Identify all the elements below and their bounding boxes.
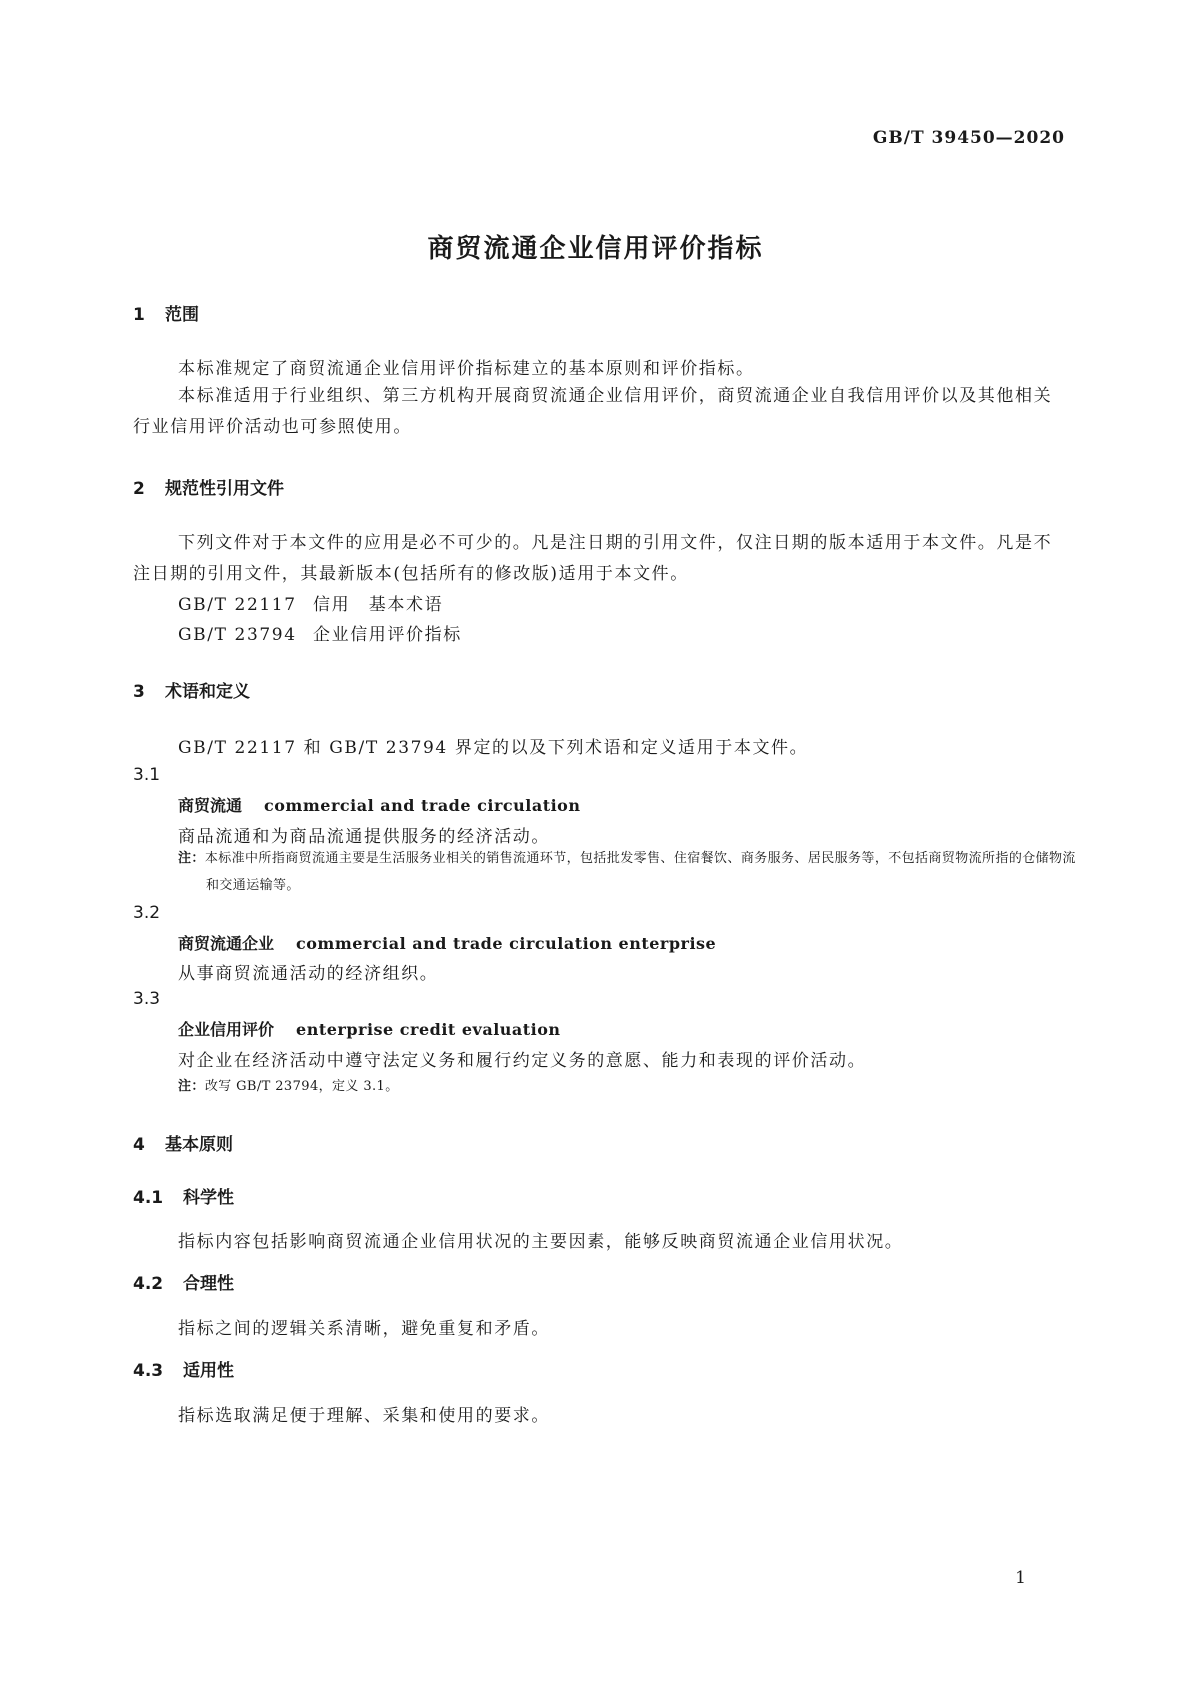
section-title: 术语和定义 (165, 682, 250, 702)
section-number: 2 (133, 479, 145, 499)
paragraph: 指标之间的逻辑关系清晰，避免重复和矛盾。 (178, 1319, 550, 1339)
subsection-heading (133, 1269, 234, 1294)
reference-code: GB/T 22117 (178, 595, 297, 615)
term-entry (178, 793, 580, 816)
term-entry (178, 1017, 561, 1040)
subsection-title: 适用性 (183, 1361, 234, 1381)
section-heading-3 (133, 677, 250, 702)
note-label: 注： (178, 851, 205, 866)
reference-title: 信用 基本术语 (313, 595, 444, 615)
subsection-heading (133, 1183, 234, 1208)
term-entry (178, 931, 716, 954)
section-heading-4 (133, 1130, 233, 1155)
term-note (178, 845, 1086, 899)
section-title: 范围 (165, 305, 199, 325)
term-definition: 商品流通和为商品流通提供服务的经济活动。 (178, 827, 550, 847)
page-number: 1 (1015, 1568, 1026, 1588)
term-english: enterprise credit evaluation (296, 1020, 561, 1039)
document-title: 商贸流通企业信用评价指标 (427, 234, 764, 264)
term-number: 3.2 (133, 903, 161, 923)
standard-code: GB/T 39450—2020 (872, 128, 1065, 148)
section-number: 4 (133, 1135, 145, 1155)
section-number: 3 (133, 682, 145, 702)
section-title: 基本原则 (165, 1135, 233, 1155)
term-english: commercial and trade circulation enterprise (296, 934, 717, 953)
paragraph: 本标准适用于行业组织、第三方机构开展商贸流通企业信用评价，商贸流通企业自我信用评价以及其他相关行业信用评价活动也可参照使用。 (133, 386, 1053, 437)
term-chinese: 企业信用评价 (178, 1020, 275, 1039)
subsection-number: 4.3 (133, 1361, 164, 1381)
paragraph: GB/T 22117 和 GB/T 23794 界定的以及下列术语和定义适用于本文件。 (178, 738, 809, 758)
normative-reference (178, 620, 462, 645)
paragraph: 指标选取满足便于理解、采集和使用的要求。 (178, 1406, 550, 1426)
paragraph: 下列文件对于本文件的应用是必不可少的。凡是注日期的引用文件，仅注日期的版本适用于本文件。凡是不注日期的引用文件，其最新版本(包括所有的修改版)适用于本文件。 (133, 533, 1053, 584)
term-number: 3.1 (133, 765, 161, 785)
subsection-title: 合理性 (183, 1274, 234, 1294)
term-english: commercial and trade circulation (264, 796, 581, 815)
note-label: 注： (178, 1079, 205, 1094)
subsection-heading (133, 1356, 234, 1381)
term-definition: 从事商贸流通活动的经济组织。 (178, 964, 439, 984)
reference-title: 企业信用评价指标 (313, 625, 462, 645)
subsection-number: 4.1 (133, 1188, 164, 1208)
term-chinese: 商贸流通 (178, 796, 243, 815)
section-heading-2 (133, 474, 284, 499)
subsection-title: 科学性 (183, 1188, 234, 1208)
paragraph: 指标内容包括影响商贸流通企业信用状况的主要因素，能够反映商贸流通企业信用状况。 (178, 1232, 904, 1252)
normative-reference (178, 590, 443, 615)
paragraph: 本标准规定了商贸流通企业信用评价指标建立的基本原则和评价指标。 (178, 359, 755, 379)
subsection-number: 4.2 (133, 1274, 164, 1294)
note-text: 改写 GB/T 23794，定义 3.1。 (204, 1079, 399, 1094)
term-note (178, 1075, 399, 1094)
term-chinese: 商贸流通企业 (178, 934, 275, 953)
term-number: 3.3 (133, 989, 161, 1009)
section-heading-1 (133, 300, 199, 325)
section-number: 1 (133, 305, 145, 325)
section-title: 规范性引用文件 (165, 479, 284, 499)
note-text: 本标准中所指商贸流通主要是生活服务业相关的销售流通环节，包括批发零售、住宿餐饮、商务服务、居民服务等，不包括商贸物流所指的仓储物流和交通运输等。 (204, 851, 1076, 893)
reference-code: GB/T 23794 (178, 625, 297, 645)
term-definition: 对企业在经济活动中遵守法定义务和履行约定义务的意愿、能力和表现的评价活动。 (178, 1051, 867, 1071)
